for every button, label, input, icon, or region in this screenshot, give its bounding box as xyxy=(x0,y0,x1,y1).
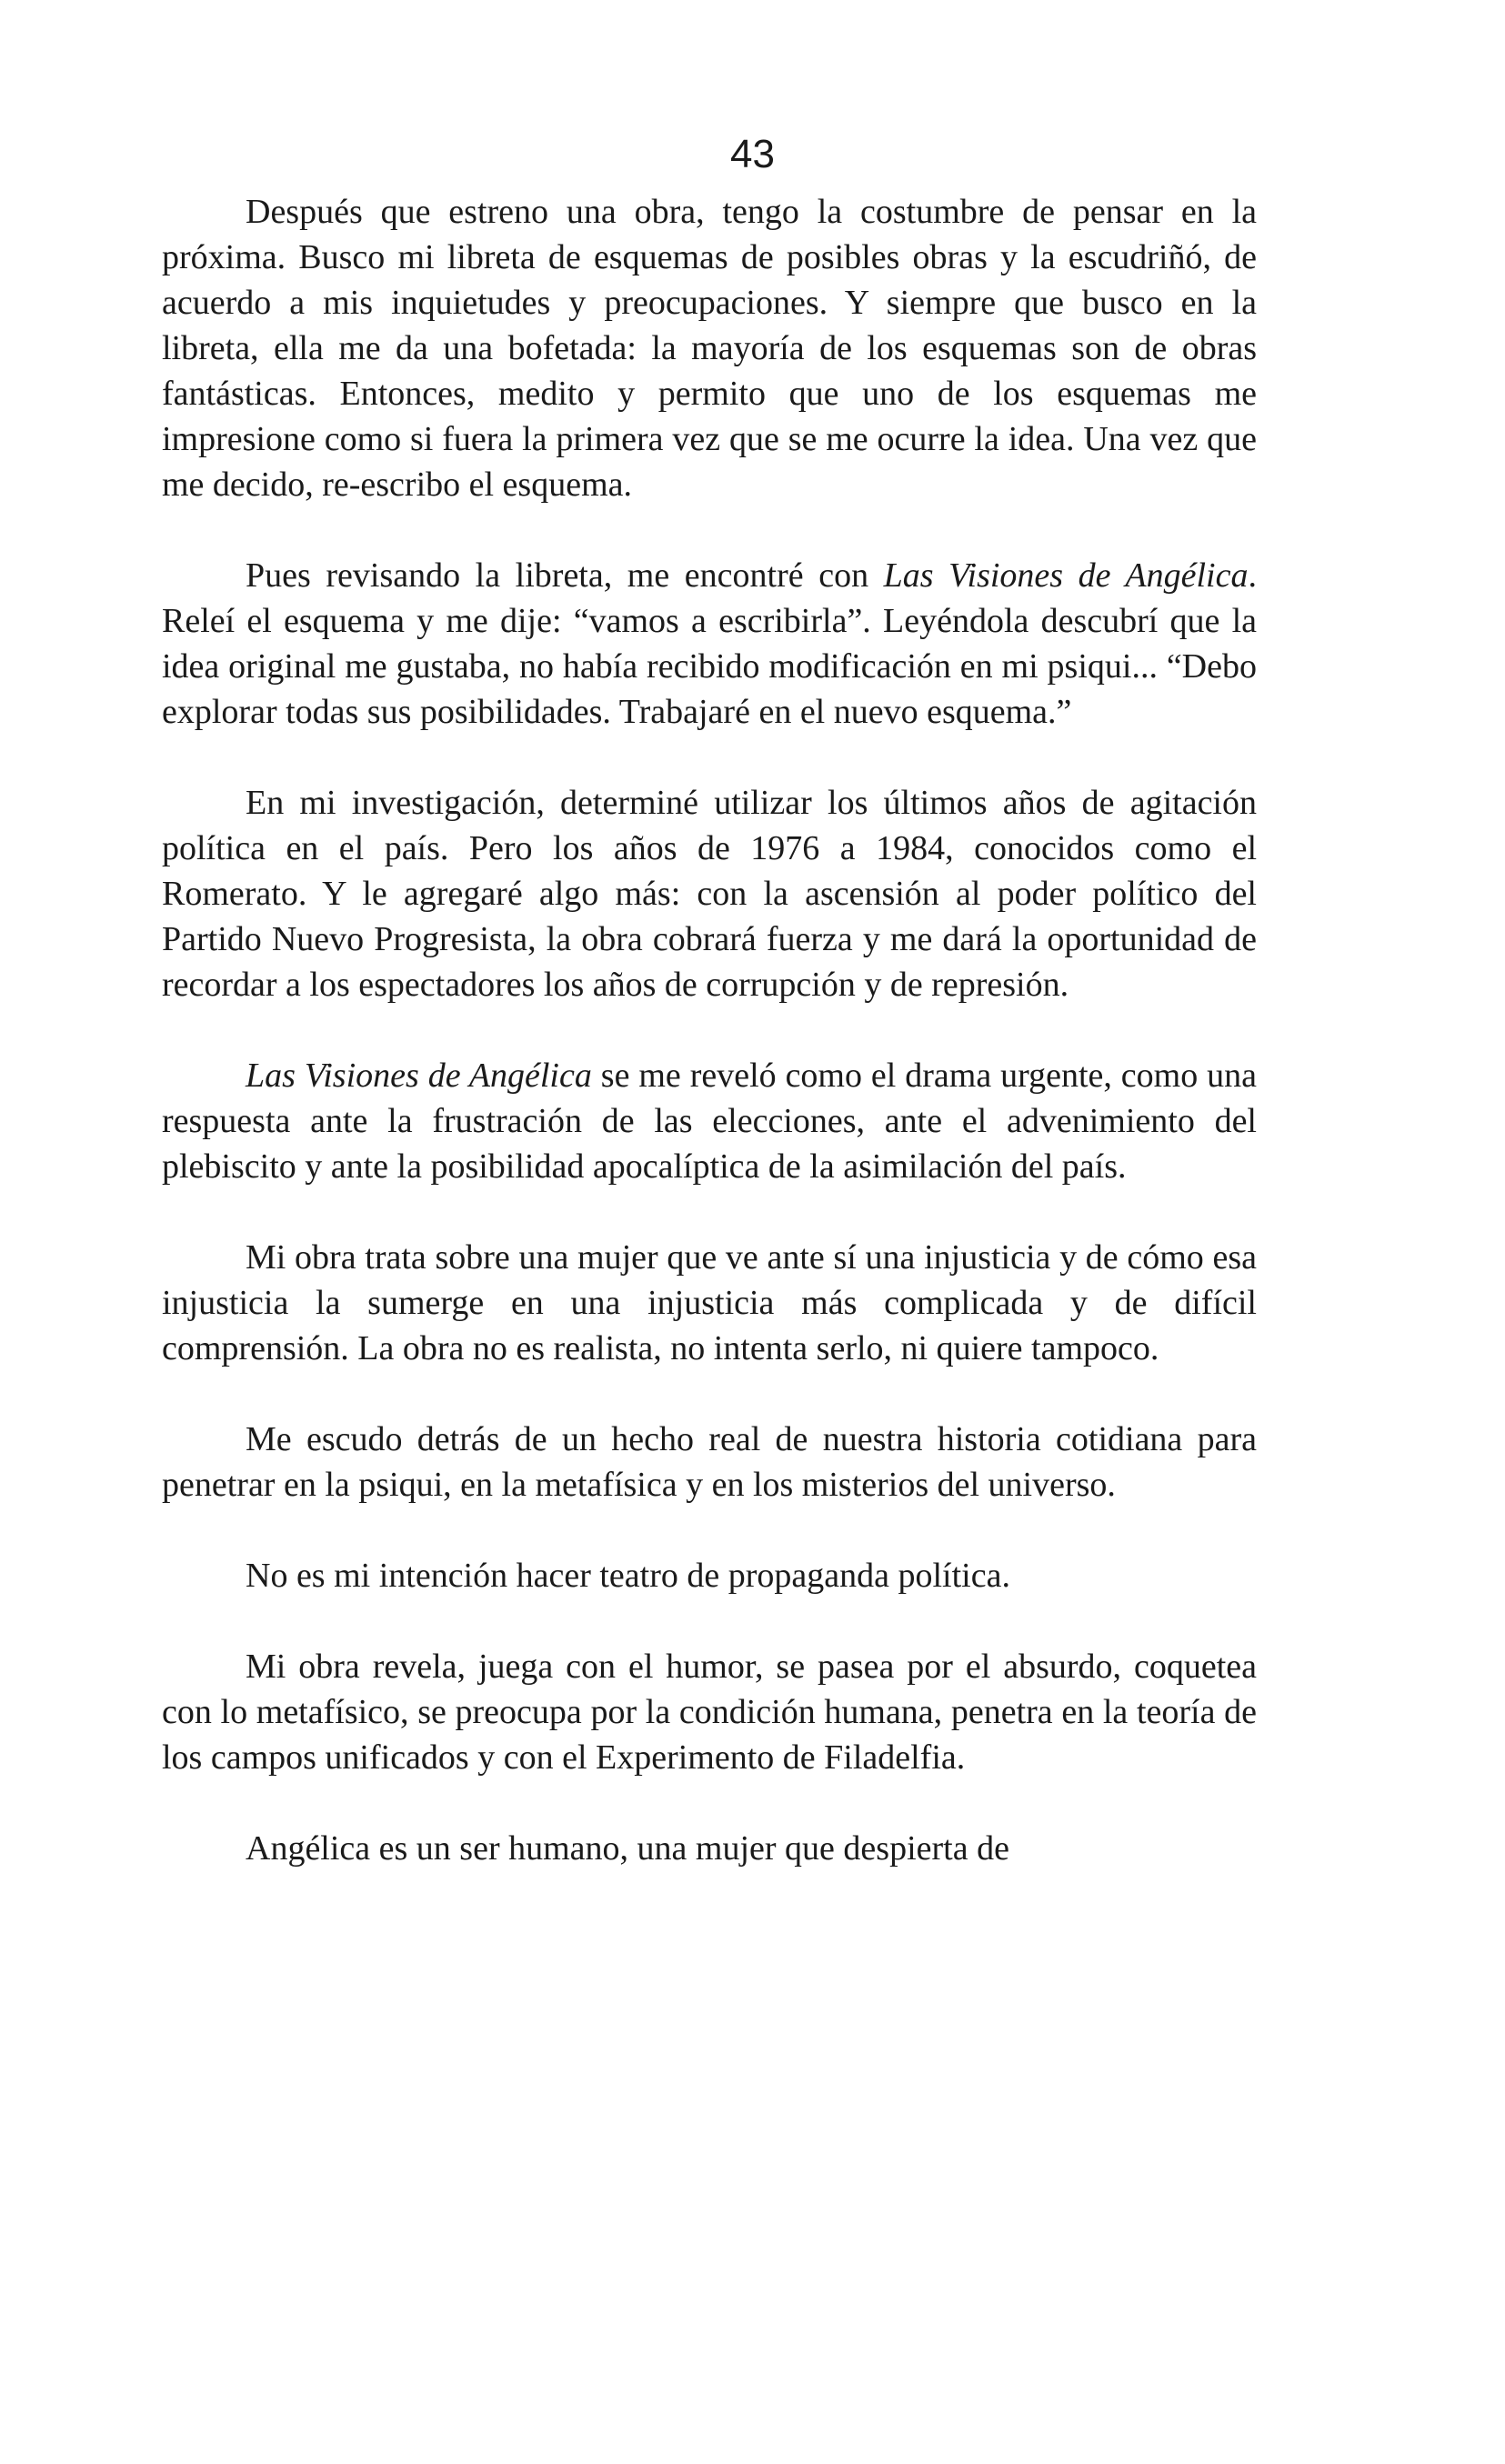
paragraph-text: Pues revisando la libreta, me encontré con xyxy=(246,556,884,595)
paragraph-text: . Releí el esquema y me dije: “vamos a escribirla”. Leyéndola descubrí que la idea original me gustaba, no había recibido modificación en mi psiqui... “Debo explorar todas sus posibilidades. Trabajaré en el nuevo esquema.” xyxy=(162,556,1257,731)
paragraph-text: Después que estreno una obra, tengo la costumbre de pensar en la próxima. Busco mi libreta de esquemas de posibles obras y la escudriñó, de acuerdo a mis inquietudes y preocupaciones. Y siempre que busco en la libreta, ella me da una bofetada: la mayoría de los esquemas son de obras fantásticas. Entonces, medito y permito que uno de los esquemas me impresione como si fuera la primera vez que se me ocurre la idea. Una vez que me decido, re-escribo el esquema. xyxy=(162,193,1257,504)
paragraph xyxy=(162,553,1257,735)
paragraph xyxy=(162,189,1257,507)
paragraph xyxy=(162,1553,1257,1598)
paragraph-text: Mi obra revela, juega con el humor, se pasea por el absurdo, coquetea con lo metafísico, se preocupa por la condición humana, penetra en la teoría de los campos unificados y con el Experimento de Filadelfia. xyxy=(162,1648,1257,1777)
paragraph-text: se me reveló como el drama urgente, como una respuesta ante la frustración de las elecciones, ante el advenimiento del plebiscito y ante la posibilidad apocalíptica de la asimilación del país. xyxy=(162,1057,1257,1186)
paragraph xyxy=(162,780,1257,1007)
italic-title: Las Visiones de Angélica xyxy=(246,1057,592,1095)
paragraph-text: No es mi intención hacer teatro de propaganda política. xyxy=(246,1557,1010,1595)
paragraph xyxy=(162,1235,1257,1371)
paragraph-text: Angélica es un ser humano, una mujer que despierta de xyxy=(246,1829,1009,1868)
paragraph xyxy=(162,1417,1257,1507)
paragraph xyxy=(162,1644,1257,1780)
paragraph xyxy=(162,1826,1257,1871)
italic-title: Las Visiones de Angélica xyxy=(883,556,1249,595)
paragraph-text: Mi obra trata sobre una mujer que ve ante sí una injusticia y de cómo esa injusticia la sumerge en una injusticia más complicada y de difícil comprensión. La obra no es realista, no intenta serlo, ni quiere tampoco. xyxy=(162,1238,1257,1367)
paragraph xyxy=(162,1053,1257,1189)
body-text xyxy=(162,189,1257,1871)
paragraph-text: Me escudo detrás de un hecho real de nuestra historia cotidiana para penetrar en la psiqui, en la metafísica y en los misterios del universo. xyxy=(162,1420,1257,1504)
page-number: 43 xyxy=(730,132,775,176)
paragraph-text: En mi investigación, determiné utilizar los últimos años de agitación política en el país. Pero los años de 1976 a 1984, conocidos como el Romerato. Y le agregaré algo más: con la ascensión al poder político del Partido Nuevo Progresista, la obra cobrará fuerza y me dará la oportunidad de recordar a los espectadores los años de corrupción y de represión. xyxy=(162,784,1257,1004)
